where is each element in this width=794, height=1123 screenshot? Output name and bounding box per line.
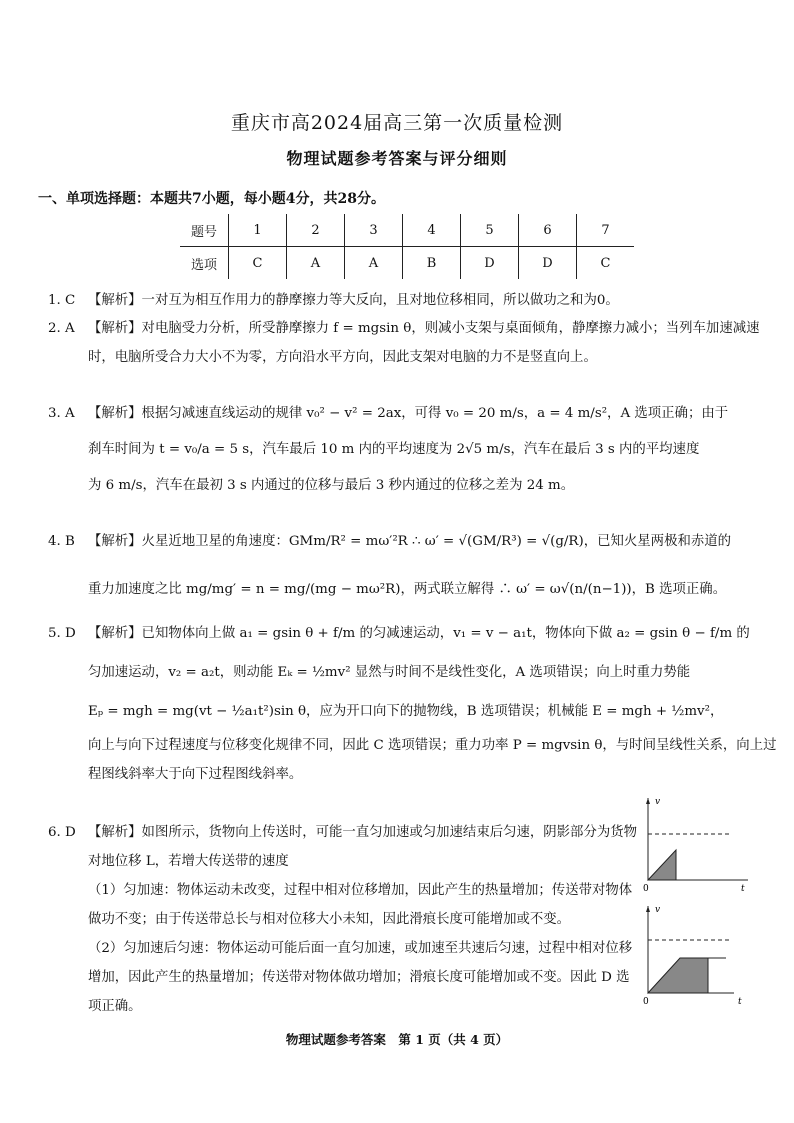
table-cell: C [229,247,287,280]
vt-graph-1 [630,790,760,895]
question-6 [48,818,638,1021]
question-line: 向上与向下过程速度与位移变化规律不同，因此 C 选项错误；重力功率 P = mgvsin θ，与时间呈线性关系，向上过程图线斜率大于向下过程图线斜率。 [88,738,777,782]
axis-label-t: t [741,884,745,894]
question-line: 匀加速运动，v₂ = a₂t，则动能 Eₖ = ½mv² 显然与时间不是线性变化，A 选项错误；向上时重力势能 [88,665,691,680]
page-subtitle: 物理试题参考答案与评分细则 [286,149,508,168]
question-1 [48,286,778,315]
axis-label-v: v [655,797,661,807]
question-line: Eₚ = mgh = mg(vt − ½a₁t²)sin θ，应为开口向下的抛物线，B 选项错误；机械能 E = mgh + ½mv²， [88,704,724,719]
table-cell: 4 [403,214,461,247]
question-line: 【解析】已知物体向上做 a₁ = gsin θ + f/m 的匀减速运动，v₁ = v − a₁t，物体向下做 a₂ = gsin θ − f/m 的 [88,626,750,641]
table-row [180,247,634,280]
table-cell: B [403,247,461,280]
table-cell: 6 [519,214,577,247]
question-line: 刹车时间为 t = v₀/a = 5 s，汽车最后 10 m 内的平均速度为 2√5 m/s，汽车在最后 3 s 内的平均速度 [88,442,700,457]
question-number: 4. B [48,534,75,549]
question-paragraph: 【解析】如图所示，货物向上传送时，可能一直匀加速或匀加速结束后匀速，阴影部分为货物对地位移 L，若增大传送带的速度 [88,825,638,869]
question-2 [48,314,778,372]
table-label: 选项 [190,257,217,273]
axis-label-v: v [655,905,661,915]
table-label: 题号 [180,214,229,247]
question-number: 2. A [48,321,75,336]
question-3 [48,396,778,504]
section-heading: 一、单项选择题：本题共7小题，每小题4分，共28分。 [38,191,385,207]
answer-table [180,214,634,279]
table-cell: 3 [345,214,403,247]
table-cell: 1 [229,214,287,247]
table-cell: D [519,247,577,280]
question-number: 5. D [48,626,76,641]
question-paragraph: （2）匀加速后匀速：物体运动可能后面一直匀加速，或加速至共速后匀速，过程中相对位移增加，因此产生的热量增加；传送带对物体做功增加；滑痕长度可能增加或不变。因此 D 选项正确。 [88,941,633,1014]
question-number: 1. C [48,293,76,308]
origin-label: 0 [643,997,649,1007]
page-title: 重庆市高2024届高三第一次质量检测 [230,112,564,134]
question-number: 6. D [48,825,76,840]
question-line: 重力加速度之比 mg/mg′ = n = mg/(mg − mω²R)，两式联立解得 ∴ ω′ = ω√(n/(n−1))，B 选项正确。 [88,582,727,597]
question-paragraph: （1）匀加速：物体运动未改变，过程中相对位移增加，因此产生的热量增加；传送带对物体做功不变；由于传送带总长与相对位移大小未知，因此滑痕长度可能增加或不变。 [88,883,633,927]
table-row [180,214,634,247]
question-text: 【解析】对电脑受力分析，所受静摩擦力 f = mgsin θ，则减小支架与桌面倾角，静摩擦力减小；当列车加速减速时，电脑所受合力大小不为零，方向沿水平方向，因此支架对电脑的力不是竖直向上。 [88,321,760,365]
axis-label-t: t [738,997,742,1007]
question-line: 【解析】根据匀减速直线运动的规律 v₀² − v² = 2ax，可得 v₀ = 20 m/s，a = 4 m/s²，A 选项正确；由于 [88,406,729,421]
table-cell: A [345,247,403,280]
table-cell: C [577,247,635,280]
table-cell: A [287,247,345,280]
question-line: 为 6 m/s，汽车在最初 3 s 内通过的位移与最后 3 秒内通过的位移之差为 24 m。 [88,478,575,493]
question-4 [48,518,778,614]
page-footer: 物理试题参考答案 第 1 页（共 4 页） [285,1032,509,1047]
table-cell: D [461,247,519,280]
origin-label: 0 [643,884,649,894]
question-text: 【解析】一对互为相互作用力的静摩擦力等大反向，且对地位移相同，所以做功之和为0。 [88,293,619,308]
question-number: 3. A [48,406,75,421]
vt-graph-2 [630,898,760,1008]
question-5 [48,614,778,789]
question-line: 【解析】火星近地卫星的角速度：GMm/R² = mω′²R ∴ ω′ = √(GM/R³) = √(g/R)，已知火星两极和赤道的 [88,534,732,549]
table-cell: 5 [461,214,519,247]
table-cell: 7 [577,214,635,247]
table-cell: 2 [287,214,345,247]
